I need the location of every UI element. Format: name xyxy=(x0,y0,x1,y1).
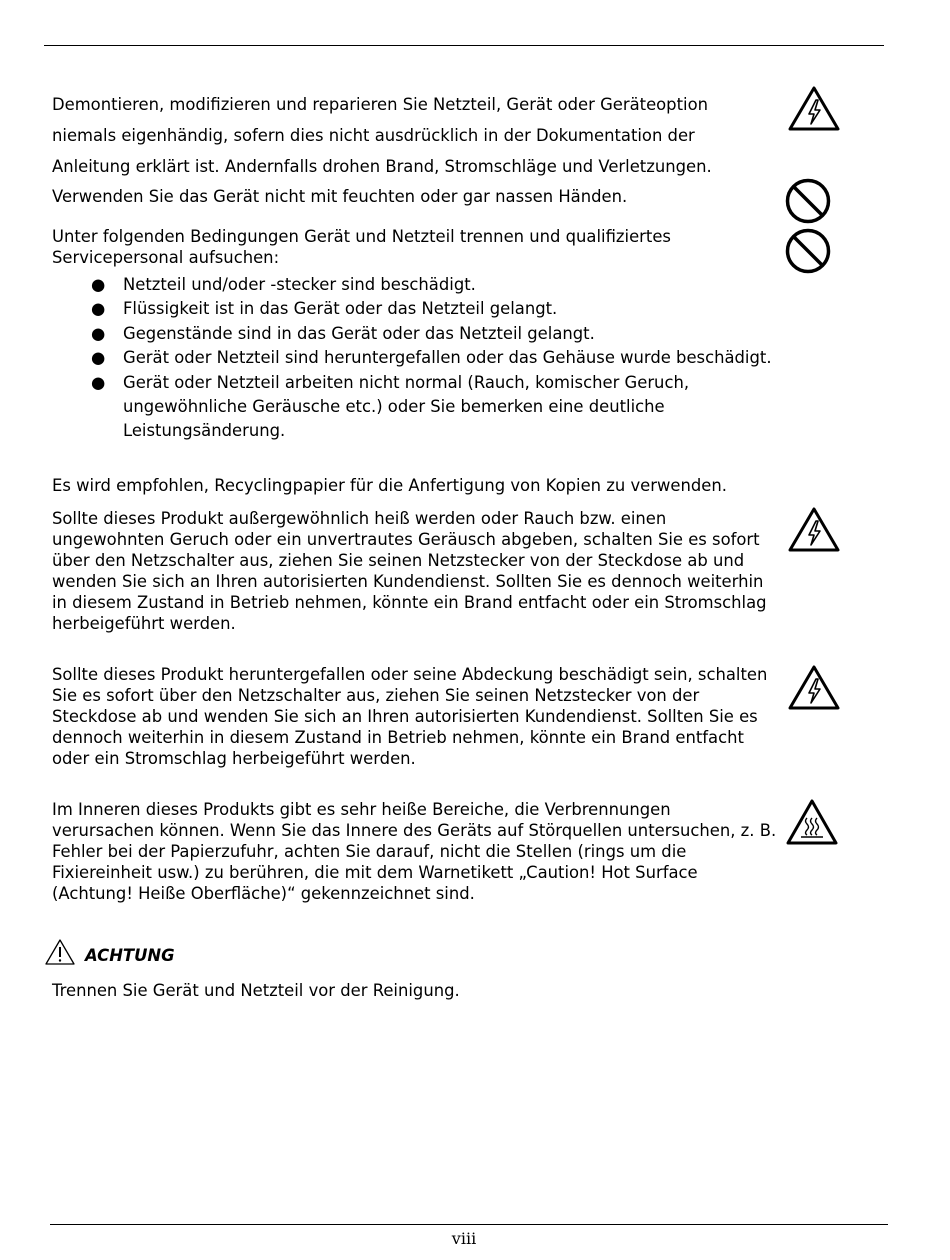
paragraph-overheating: Sollte dieses Produkt außergewöhnlich heiß werden oder Rauch bzw. einen ungewohnten Geruch oder ein unvertrautes Geräusch abgeben, schalten Sie es sofort über den Netzschalter aus, ziehen Sie seinen Netzstecker von der Steckdose ab und wenden Sie sich an Ihren autorisierten Kundendienst. Sollten Sie es dennoch weiterhin in diesem Zustand in Betrieb nehmen, könnte ein Brand entfacht oder ein Stromschlag herbeigeführt werden. xyxy=(52,509,767,633)
bullet: ● xyxy=(91,323,106,343)
header-rule xyxy=(44,45,884,46)
paragraph-disconnect-conditions: Unter folgenden Bedingungen Gerät und Netzteil trennen und qualifiziertes Servicepersonal aufsuchen: xyxy=(52,227,671,267)
list-item: ● Flüssigkeit ist in das Gerät oder das Netzteil gelangt. xyxy=(52,297,777,321)
page-number: viii xyxy=(451,1229,477,1248)
paragraph-recycling-paper: Es wird empfohlen, Recyclingpapier für die Anfertigung von Kopien zu verwenden. xyxy=(52,476,727,495)
paragraph-disassembly-warning: Demontieren, modifizieren und reparieren Sie Netzteil, Gerät oder Geräteoption niemals eigenhändig, sofern dies nicht ausdrücklich in der Dokumentation der Anleitung erklärt ist. Andernfalls drohen Brand, Stromschläge und Verletzungen. xyxy=(52,95,712,176)
list-item: ● Gerät oder Netzteil arbeiten nicht normal (Rauch, komischer Geruch, ungewöhnliche Geräusche etc.) oder Sie bemerken eine deutliche Leistungsänderung. xyxy=(91,372,690,441)
conditions-list xyxy=(52,273,777,444)
hot-surface-warning-icon xyxy=(785,798,839,847)
list-item: ● Netzteil und/oder -stecker sind beschädigt. xyxy=(52,273,777,297)
electric-shock-warning-icon xyxy=(787,85,841,132)
bullet: ● xyxy=(91,275,106,294)
prohibition-icon xyxy=(784,227,832,275)
caution-heading xyxy=(44,938,175,966)
footer-rule xyxy=(50,1224,888,1225)
paragraph-dropped-product: Sollte dieses Produkt heruntergefallen oder seine Abdeckung beschädigt sein, schalten Sie es sofort über den Netzschalter aus, ziehen Sie seinen Netzstecker von der Steckdose ab und wenden Sie sich an Ihren autorisierten Kundendienst. Sollten Sie es dennoch weiterhin in diesem Zustand in Betrieb nehmen, könnte ein Brand entfacht oder ein Stromschlag herbeigeführt werden. xyxy=(52,665,768,768)
list-item: ● Gegenstände sind in das Gerät oder das Netzteil gelangt. xyxy=(52,322,777,346)
paragraph-wet-hands: Verwenden Sie das Gerät nicht mit feuchten oder gar nassen Händen. xyxy=(52,187,628,206)
caution-label: ACHTUNG xyxy=(85,946,175,965)
electric-shock-warning-icon xyxy=(787,664,841,711)
bullet: ● xyxy=(91,348,106,368)
electric-shock-warning-icon xyxy=(787,506,841,553)
paragraph-hot-areas: Im Inneren dieses Produkts gibt es sehr heiße Bereiche, die Verbrennungen verursachen können. Wenn Sie das Innere des Geräts auf Störquellen untersuchen, z. B. Fehler bei der Papierzufuhr, achten Sie darauf, nicht die Stellen (rings um die Fixiereinheit usw.) zu berühren, die mit dem Warnetikett „Caution! Hot Surface (Achtung! Heiße Oberfläche)“ gekennzeichnet sind. xyxy=(52,800,777,903)
bullet: ● xyxy=(91,299,106,319)
prohibition-icon xyxy=(784,177,832,225)
caution-text: Trennen Sie Gerät und Netzteil vor der Reinigung. xyxy=(52,981,460,1000)
list-item: ● Gerät oder Netzteil sind heruntergefallen oder das Gehäuse wurde beschädigt. xyxy=(52,346,777,370)
bullet: ● xyxy=(91,372,106,392)
caution-icon xyxy=(44,938,76,966)
